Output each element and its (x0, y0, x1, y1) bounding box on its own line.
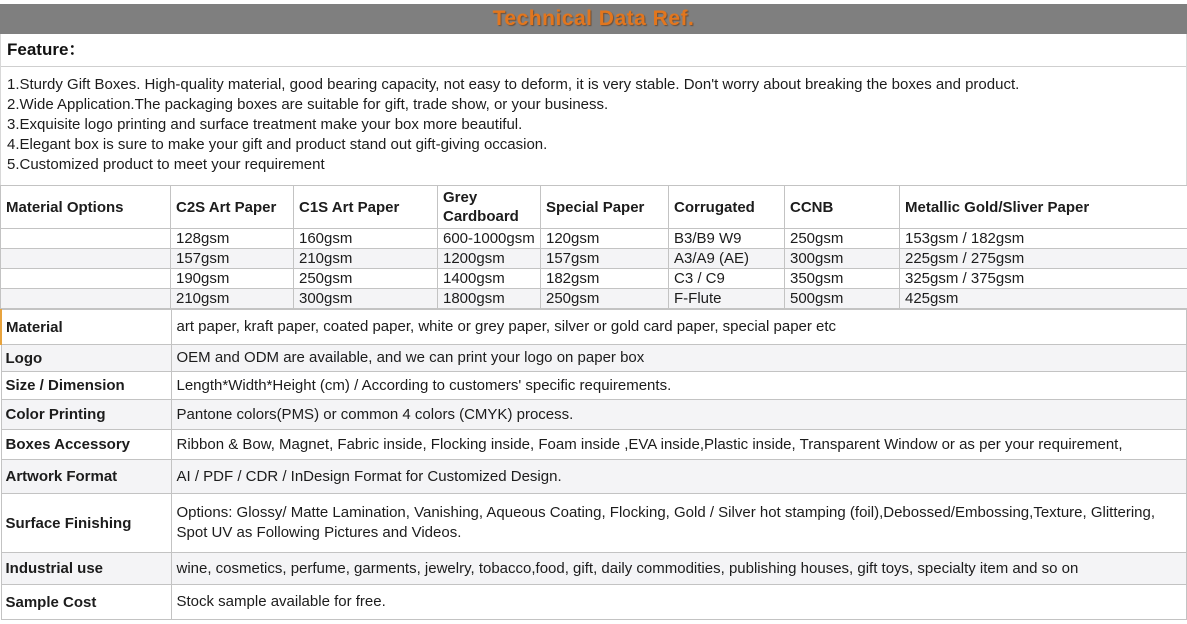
material-cell: 182gsm (541, 269, 669, 289)
material-cell: 250gsm (294, 269, 438, 289)
spec-label: Surface Finishing (1, 494, 171, 553)
content-frame (0, 34, 1187, 185)
spec-value: Stock sample available for free. (171, 585, 1187, 620)
material-cell: B3/B9 W9 (669, 229, 785, 249)
material-cell: 250gsm (785, 229, 900, 249)
materials-table (0, 185, 1187, 309)
materials-row (1, 289, 1187, 309)
material-cell: 157gsm (171, 249, 294, 269)
material-cell: 225gsm / 275gsm (900, 249, 1187, 269)
material-cell: 153gsm / 182gsm (900, 229, 1187, 249)
spec-value: AI / PDF / CDR / InDesign Format for Customized Design. (171, 460, 1187, 494)
spec-value: Options: Glossy/ Matte Lamination, Vanishing, Aqueous Coating, Flocking, Gold / Silver hot stamping (foil),Debossed/Embossing,Texture, Glittering, Spot UV as Following Pictures and Videos. (171, 494, 1187, 553)
spec-label: Size / Dimension (1, 372, 171, 400)
materials-row (1, 249, 1187, 269)
spec-row-color-printing (1, 400, 1187, 430)
spec-value: Ribbon & Bow, Magnet, Fabric inside, Flocking inside, Foam inside ,EVA inside,Plastic inside, Transparent Window or as per your requirement, (171, 430, 1187, 460)
material-cell: 1800gsm (438, 289, 541, 309)
spec-row-material (1, 310, 1187, 345)
materials-header-row (1, 186, 1187, 229)
column-header: Special Paper (541, 186, 669, 229)
material-cell: 128gsm (171, 229, 294, 249)
material-cell (1, 249, 171, 269)
column-header: C1S Art Paper (294, 186, 438, 229)
spec-row-industrial-use (1, 553, 1187, 585)
column-header: C2S Art Paper (171, 186, 294, 229)
spec-row-logo (1, 345, 1187, 372)
material-cell: 1200gsm (438, 249, 541, 269)
spec-label: Logo (1, 345, 171, 372)
material-cell: 210gsm (171, 289, 294, 309)
material-cell: 425gsm (900, 289, 1187, 309)
material-cell: C3 / C9 (669, 269, 785, 289)
spec-value: Length*Width*Height (cm) / According to customers' specific requirements. (171, 372, 1187, 400)
materials-row (1, 269, 1187, 289)
material-cell: 120gsm (541, 229, 669, 249)
column-header: Metallic Gold/Sliver Paper (900, 186, 1187, 229)
spec-row-sample-cost (1, 585, 1187, 620)
spec-label: Material (1, 310, 171, 345)
feature-list (1, 67, 1186, 185)
material-cell (1, 229, 171, 249)
spec-table (0, 309, 1187, 620)
material-cell: 600-1000gsm (438, 229, 541, 249)
material-cell: 300gsm (785, 249, 900, 269)
spec-label: Color Printing (1, 400, 171, 430)
material-cell: 325gsm / 375gsm (900, 269, 1187, 289)
material-cell: 190gsm (171, 269, 294, 289)
column-header: CCNB (785, 186, 900, 229)
material-cell: 160gsm (294, 229, 438, 249)
spec-row-size-dimension (1, 372, 1187, 400)
feature-item: 2.Wide Application.The packaging boxes are suitable for gift, trade show, or your business. (7, 95, 1180, 115)
column-header: Grey Cardboard (438, 186, 541, 229)
materials-row (1, 229, 1187, 249)
material-cell: 350gsm (785, 269, 900, 289)
spec-value: art paper, kraft paper, coated paper, white or grey paper, silver or gold card paper, special paper etc (171, 310, 1187, 345)
spec-label: Artwork Format (1, 460, 171, 494)
spec-label: Boxes Accessory (1, 430, 171, 460)
feature-item: 5.Customized product to meet your requirement (7, 155, 1180, 175)
column-header: Material Options (1, 186, 171, 229)
spec-row-artwork-format (1, 460, 1187, 494)
material-cell: F-Flute (669, 289, 785, 309)
material-cell: 157gsm (541, 249, 669, 269)
material-cell (1, 289, 171, 309)
material-cell: 210gsm (294, 249, 438, 269)
feature-item: 3.Exquisite logo printing and surface treatment make your box more beautiful. (7, 115, 1180, 135)
material-cell (1, 269, 171, 289)
material-cell: A3/A9 (AE) (669, 249, 785, 269)
spec-label: Sample Cost (1, 585, 171, 620)
feature-item: 4.Elegant box is sure to make your gift and product stand out gift-giving occasion. (7, 135, 1180, 155)
material-cell: 250gsm (541, 289, 669, 309)
column-header: Corrugated (669, 186, 785, 229)
feature-item: 1.Sturdy Gift Boxes. High-quality material, good bearing capacity, not easy to deform, it is very stable. Don't worry about breaking the boxes and product. (7, 75, 1180, 95)
material-cell: 1400gsm (438, 269, 541, 289)
title-bar (0, 4, 1187, 34)
page-title: Technical Data Ref. (493, 7, 695, 31)
material-cell: 500gsm (785, 289, 900, 309)
spec-value: wine, cosmetics, perfume, garments, jewelry, tobacco,food, gift, daily commodities, publishing houses, gift toys, specialty item and so on (171, 553, 1187, 585)
spec-label: Industrial use (1, 553, 171, 585)
spec-value: OEM and ODM are available, and we can print your logo on paper box (171, 345, 1187, 372)
spec-row-surface-finishing (1, 494, 1187, 553)
spec-value: Pantone colors(PMS) or common 4 colors (CMYK) process. (171, 400, 1187, 430)
spec-row-boxes-accessory (1, 430, 1187, 460)
material-cell: 300gsm (294, 289, 438, 309)
feature-heading: Feature： (1, 34, 1186, 67)
